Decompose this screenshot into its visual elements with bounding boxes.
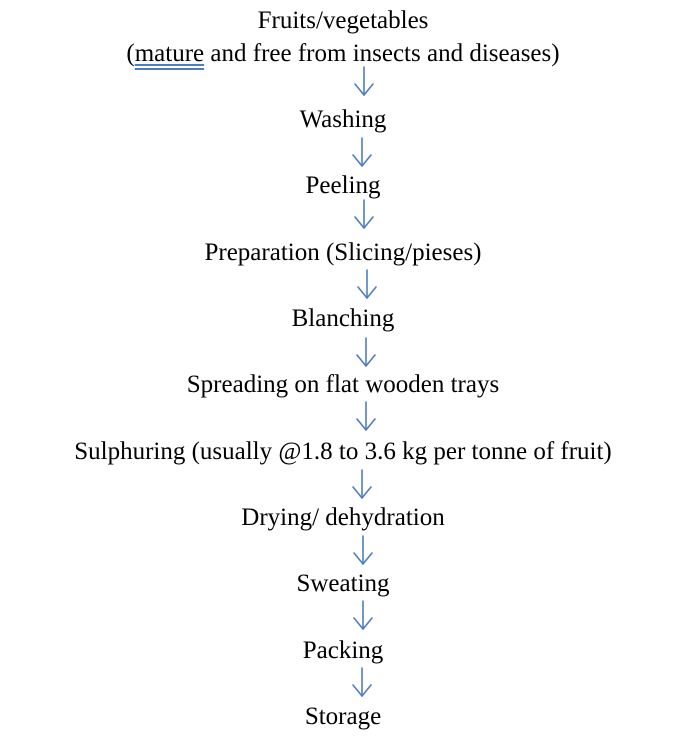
flow-step-spreading: Spreading on flat wooden trays xyxy=(186,371,500,398)
flow-step-start xyxy=(0,6,686,36)
down-arrow-icon xyxy=(351,668,373,702)
down-arrow-icon xyxy=(355,402,377,436)
down-arrow-icon xyxy=(353,200,375,234)
down-arrow-icon xyxy=(351,138,373,172)
flow-step-storage: Storage xyxy=(304,703,382,730)
flow-step-drying: Drying/ dehydration xyxy=(241,504,445,531)
flow-step-packing: Packing xyxy=(302,637,384,664)
flow-step-start-line1: Fruits/vegetables xyxy=(257,7,429,34)
flow-step-sweating: Sweating xyxy=(296,570,390,597)
down-arrow-icon xyxy=(355,338,377,372)
down-arrow-icon xyxy=(352,601,374,635)
flow-step-preparation: Preparation (Slicing/pieses) xyxy=(204,239,482,266)
flow-step-washing: Washing xyxy=(299,106,387,133)
flow-step-blanching: Blanching xyxy=(291,305,395,332)
down-arrow-icon xyxy=(351,470,373,504)
down-arrow-icon xyxy=(353,67,375,101)
down-arrow-icon xyxy=(356,270,378,304)
down-arrow-icon xyxy=(352,536,374,570)
flow-step-start-qualifier: (mature and free from insects and diseases) xyxy=(126,40,560,67)
flow-step-sulphuring: Sulphuring (usually @1.8 to 3.6 kg per tonne of fruit) xyxy=(74,438,612,465)
flow-step-peeling: Peeling xyxy=(305,172,381,199)
underlined-word-mature: mature xyxy=(134,40,205,67)
